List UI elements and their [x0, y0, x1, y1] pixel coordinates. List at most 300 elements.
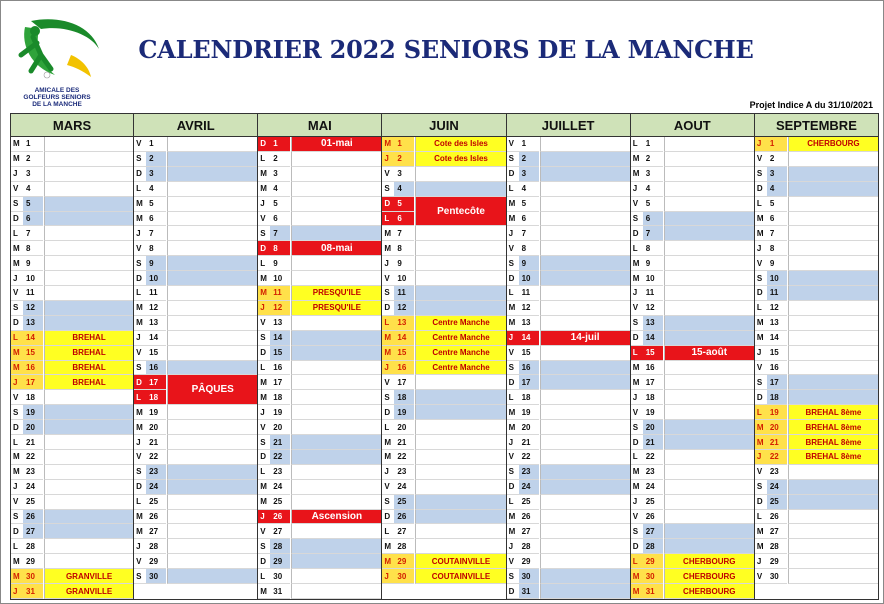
event-label: PRESQU'ILE — [291, 286, 381, 301]
day-event-slot — [167, 137, 257, 152]
day-number: 3 — [643, 167, 663, 182]
weekday-letter: V — [382, 375, 394, 390]
day-number: 30 — [146, 569, 166, 584]
day-event-slot — [167, 226, 257, 241]
day-number: 29 — [23, 554, 43, 569]
day-event-slot — [540, 256, 630, 271]
day-list — [755, 137, 878, 600]
day-event-slot — [415, 539, 505, 554]
day-number: 1 — [23, 137, 43, 152]
weekday-letter: M — [258, 375, 270, 390]
weekday-letter: M — [134, 197, 146, 212]
event-label: BREHAL 8ème — [788, 450, 878, 465]
day-event-slot — [415, 241, 505, 256]
weekday-letter: M — [631, 361, 643, 376]
day-number: 3 — [270, 167, 290, 182]
day-number: 18 — [767, 390, 787, 405]
day-event-slot — [664, 331, 754, 346]
day-event-slot — [167, 241, 257, 256]
day-event-slot — [415, 510, 505, 525]
day-event-slot — [44, 286, 133, 301]
day-event-slot — [44, 316, 133, 331]
day-event-slot — [167, 182, 257, 197]
weekday-letter: S — [382, 182, 394, 197]
day-event-slot — [415, 182, 505, 197]
day-event-slot — [167, 539, 257, 554]
weekday-letter: S — [11, 197, 23, 212]
day-event-slot — [44, 405, 133, 420]
month-column — [382, 113, 506, 600]
day-event-slot — [664, 226, 754, 241]
weekday-letter: S — [631, 316, 643, 331]
day-event-slot — [540, 554, 630, 569]
day-event-slot — [788, 465, 878, 480]
day-event-slot — [167, 435, 257, 450]
day-number: 28 — [519, 539, 539, 554]
day-number: 24 — [519, 480, 539, 495]
day-number: 12 — [23, 301, 43, 316]
weekday-letter: M — [382, 539, 394, 554]
weekday-letter: S — [134, 152, 146, 167]
day-event-slot — [788, 256, 878, 271]
day-event-slot — [291, 331, 381, 346]
day-event-slot — [664, 510, 754, 525]
weekday-letter: M — [382, 226, 394, 241]
day-number: 30 — [23, 569, 43, 584]
day-number: 23 — [23, 465, 43, 480]
day-number: 2 — [23, 152, 43, 167]
weekday-letter: V — [631, 197, 643, 212]
weekday-letter: S — [258, 226, 270, 241]
weekday-letter: M — [258, 495, 270, 510]
weekday-letter: D — [755, 286, 767, 301]
weekday-letter: M — [258, 390, 270, 405]
day-number: 29 — [519, 554, 539, 569]
weekday-letter: M — [382, 554, 394, 569]
day-number: 6 — [270, 212, 290, 227]
weekday-letter: D — [11, 212, 23, 227]
day-number: 29 — [146, 554, 166, 569]
event-label: GRANVILLE — [44, 569, 133, 584]
weekday-letter: L — [134, 286, 146, 301]
day-number: 13 — [643, 316, 663, 331]
day-number: 31 — [23, 584, 43, 599]
day-number: 29 — [643, 554, 663, 569]
day-number: 3 — [23, 167, 43, 182]
weekday-letter: L — [631, 554, 643, 569]
weekday-letter: L — [11, 539, 23, 554]
weekday-letter: S — [258, 331, 270, 346]
day-number: 12 — [270, 301, 290, 316]
day-list — [258, 137, 381, 600]
weekday-letter: S — [755, 167, 767, 182]
day-number: 20 — [23, 420, 43, 435]
day-number: 11 — [394, 286, 414, 301]
day-number: 27 — [519, 524, 539, 539]
day-number: 5 — [146, 197, 166, 212]
weekday-letter: J — [11, 271, 23, 286]
day-event-slot — [664, 316, 754, 331]
day-event-slot — [664, 182, 754, 197]
weekday-letter: M — [631, 256, 643, 271]
day-event-slot — [664, 286, 754, 301]
day-event-slot — [291, 480, 381, 495]
day-number: 13 — [519, 316, 539, 331]
day-number: 17 — [23, 375, 43, 390]
weekday-letter: D — [134, 167, 146, 182]
weekday-letter: M — [134, 301, 146, 316]
day-event-slot — [540, 420, 630, 435]
day-number: 10 — [270, 271, 290, 286]
weekday-letter: L — [631, 241, 643, 256]
weekday-letter: S — [631, 420, 643, 435]
weekday-letter: J — [507, 226, 519, 241]
weekday-letter: J — [755, 137, 767, 152]
weekday-letter: V — [507, 241, 519, 256]
day-number: 22 — [394, 450, 414, 465]
day-number: 8 — [23, 241, 43, 256]
weekday-letter: V — [507, 554, 519, 569]
day-event-slot — [167, 152, 257, 167]
weekday-letter: S — [755, 375, 767, 390]
day-number: 26 — [767, 510, 787, 525]
day-event-slot — [415, 420, 505, 435]
day-number: 17 — [146, 375, 166, 390]
weekday-letter: J — [755, 554, 767, 569]
day-number: 4 — [23, 182, 43, 197]
day-number: 22 — [23, 450, 43, 465]
weekday-letter: V — [134, 554, 146, 569]
day-event-slot — [664, 420, 754, 435]
day-number: 22 — [643, 450, 663, 465]
day-number: 3 — [767, 167, 787, 182]
weekday-letter: D — [382, 405, 394, 420]
weekday-letter: S — [507, 465, 519, 480]
weekday-letter: M — [631, 375, 643, 390]
day-number: 21 — [23, 435, 43, 450]
day-number: 4 — [643, 182, 663, 197]
weekday-letter: J — [631, 495, 643, 510]
day-number: 25 — [519, 495, 539, 510]
day-number: 19 — [643, 405, 663, 420]
weekday-letter: S — [755, 480, 767, 495]
day-event-slot — [44, 152, 133, 167]
weekday-letter: J — [258, 510, 270, 525]
weekday-letter: J — [507, 539, 519, 554]
day-event-slot — [540, 539, 630, 554]
day-number: 6 — [23, 212, 43, 227]
day-event-slot — [415, 271, 505, 286]
weekday-letter: M — [631, 480, 643, 495]
day-number: 28 — [643, 539, 663, 554]
weekday-letter: L — [258, 361, 270, 376]
day-event-slot — [167, 346, 257, 361]
event-label: CHERBOURG — [664, 584, 754, 599]
day-event-slot — [415, 435, 505, 450]
weekday-letter: M — [258, 584, 270, 599]
day-number: 8 — [394, 241, 414, 256]
day-event-slot — [540, 361, 630, 376]
day-number: 17 — [767, 375, 787, 390]
event-label: 08-mai — [291, 241, 381, 256]
day-event-slot — [540, 226, 630, 241]
event-label: CHERBOURG — [788, 137, 878, 152]
day-event-slot — [415, 375, 505, 390]
day-event-slot — [540, 197, 630, 212]
day-event-slot — [540, 241, 630, 256]
day-number: 14 — [23, 331, 43, 346]
day-event-slot — [788, 331, 878, 346]
day-event-slot — [167, 286, 257, 301]
day-number: 28 — [767, 539, 787, 554]
weekday-letter: D — [134, 375, 146, 390]
day-event-slot — [167, 316, 257, 331]
weekday-letter: L — [11, 435, 23, 450]
day-event-slot — [788, 480, 878, 495]
weekday-letter: V — [507, 450, 519, 465]
day-event-slot — [788, 390, 878, 405]
day-event-slot — [291, 420, 381, 435]
day-number: 14 — [767, 331, 787, 346]
weekday-letter: D — [11, 316, 23, 331]
day-event-slot — [664, 539, 754, 554]
day-number: 11 — [767, 286, 787, 301]
day-number: 23 — [767, 465, 787, 480]
month-column — [507, 113, 631, 600]
weekday-letter: V — [11, 495, 23, 510]
weekday-letter: J — [631, 286, 643, 301]
month-column — [258, 113, 382, 600]
day-event-slot — [788, 182, 878, 197]
day-event-slot — [415, 167, 505, 182]
day-event-slot — [664, 271, 754, 286]
weekday-letter: M — [631, 167, 643, 182]
day-event-slot — [664, 167, 754, 182]
day-event-slot — [44, 182, 133, 197]
day-event-slot — [788, 241, 878, 256]
weekday-letter: M — [11, 465, 23, 480]
day-event-slot — [664, 495, 754, 510]
month-header: JUILLET — [507, 113, 630, 137]
day-number: 8 — [767, 241, 787, 256]
day-event-slot — [291, 375, 381, 390]
weekday-letter: L — [755, 510, 767, 525]
day-event-slot — [788, 510, 878, 525]
day-event-slot — [540, 182, 630, 197]
day-number: 28 — [394, 539, 414, 554]
weekday-letter: S — [507, 361, 519, 376]
day-event-slot — [291, 405, 381, 420]
weekday-letter: S — [11, 405, 23, 420]
day-event-slot — [415, 495, 505, 510]
day-number: 20 — [146, 420, 166, 435]
day-event-slot — [788, 301, 878, 316]
day-event-slot — [291, 450, 381, 465]
weekday-letter: M — [507, 405, 519, 420]
day-event-slot — [540, 510, 630, 525]
weekday-letter: V — [258, 212, 270, 227]
day-event-slot — [291, 197, 381, 212]
weekday-letter: V — [755, 256, 767, 271]
weekday-letter: S — [258, 435, 270, 450]
weekday-letter: V — [631, 405, 643, 420]
month-column — [134, 113, 258, 600]
weekday-letter: M — [755, 420, 767, 435]
day-event-slot — [540, 316, 630, 331]
day-event-slot — [167, 197, 257, 212]
day-number: 18 — [643, 390, 663, 405]
day-event-slot — [664, 450, 754, 465]
weekday-letter: L — [631, 137, 643, 152]
month-header: JUIN — [382, 113, 505, 137]
day-event-slot — [44, 539, 133, 554]
day-number: 10 — [519, 271, 539, 286]
day-number: 2 — [519, 152, 539, 167]
weekday-letter: M — [134, 316, 146, 331]
weekday-letter: V — [134, 241, 146, 256]
day-event-slot — [540, 569, 630, 584]
weekday-letter: J — [631, 182, 643, 197]
day-event-slot — [540, 390, 630, 405]
day-event-slot — [788, 316, 878, 331]
weekday-letter: S — [382, 390, 394, 405]
day-event-slot — [664, 465, 754, 480]
weekday-letter: L — [258, 256, 270, 271]
day-number: 11 — [23, 286, 43, 301]
event-label: Pentecôte — [415, 197, 505, 227]
weekday-letter: S — [631, 524, 643, 539]
event-label: COUTAINVILLE — [415, 554, 505, 569]
day-number: 17 — [394, 375, 414, 390]
weekday-letter: V — [134, 450, 146, 465]
day-event-slot — [44, 435, 133, 450]
day-number: 24 — [767, 480, 787, 495]
day-number: 4 — [394, 182, 414, 197]
weekday-letter: J — [755, 241, 767, 256]
weekday-letter: V — [258, 420, 270, 435]
day-number: 10 — [146, 271, 166, 286]
weekday-letter: M — [631, 584, 643, 599]
weekday-letter: S — [134, 361, 146, 376]
day-event-slot — [788, 286, 878, 301]
day-number: 21 — [519, 435, 539, 450]
day-number: 24 — [270, 480, 290, 495]
weekday-letter: J — [134, 435, 146, 450]
weekday-letter: J — [11, 167, 23, 182]
day-number: 21 — [767, 435, 787, 450]
event-label: GRANVILLE — [44, 584, 133, 599]
day-event-slot — [44, 524, 133, 539]
day-event-slot — [788, 226, 878, 241]
weekday-letter: M — [755, 539, 767, 554]
month-header: SEPTEMBRE — [755, 113, 878, 137]
weekday-letter: M — [11, 241, 23, 256]
month-header: AOUT — [631, 113, 754, 137]
day-number: 2 — [146, 152, 166, 167]
day-number: 25 — [767, 495, 787, 510]
weekday-letter: S — [382, 495, 394, 510]
day-event-slot — [788, 375, 878, 390]
day-number: 1 — [394, 137, 414, 152]
project-index-label: Projet Indice A du 31/10/2021 — [749, 100, 873, 110]
day-event-slot — [44, 212, 133, 227]
day-event-slot — [664, 480, 754, 495]
weekday-letter: J — [382, 256, 394, 271]
day-event-slot — [291, 390, 381, 405]
weekday-letter: D — [507, 480, 519, 495]
day-event-slot — [540, 465, 630, 480]
weekday-letter: L — [631, 346, 643, 361]
day-event-slot — [167, 331, 257, 346]
weekday-letter: D — [631, 435, 643, 450]
day-event-slot — [44, 226, 133, 241]
day-number: 18 — [23, 390, 43, 405]
day-event-slot — [540, 301, 630, 316]
day-number: 13 — [270, 316, 290, 331]
day-event-slot — [291, 316, 381, 331]
weekday-letter: D — [382, 197, 394, 212]
weekday-letter: S — [507, 256, 519, 271]
day-number: 4 — [519, 182, 539, 197]
day-event-slot — [44, 241, 133, 256]
event-label: Ascension — [291, 510, 381, 525]
weekday-letter: M — [507, 524, 519, 539]
day-event-slot — [664, 435, 754, 450]
weekday-letter: J — [382, 361, 394, 376]
day-event-slot — [540, 524, 630, 539]
day-event-slot — [167, 301, 257, 316]
day-number: 9 — [23, 256, 43, 271]
weekday-letter: V — [11, 286, 23, 301]
day-number: 9 — [270, 256, 290, 271]
day-number: 29 — [767, 554, 787, 569]
weekday-letter: V — [755, 569, 767, 584]
weekday-letter: V — [755, 361, 767, 376]
day-number: 3 — [519, 167, 539, 182]
day-event-slot — [291, 182, 381, 197]
weekday-letter: V — [507, 346, 519, 361]
day-number: 12 — [394, 301, 414, 316]
day-event-slot — [664, 197, 754, 212]
weekday-letter: V — [134, 137, 146, 152]
day-event-slot — [664, 256, 754, 271]
weekday-letter: V — [11, 182, 23, 197]
day-number: 14 — [519, 331, 539, 346]
day-event-slot — [44, 271, 133, 286]
day-number: 20 — [394, 420, 414, 435]
day-number: 20 — [767, 420, 787, 435]
day-number: 29 — [270, 554, 290, 569]
event-label: Centre Manche — [415, 316, 505, 331]
weekday-letter: M — [755, 226, 767, 241]
event-label: CHERBOURG — [664, 554, 754, 569]
weekday-letter: D — [755, 390, 767, 405]
weekday-letter: M — [631, 271, 643, 286]
weekday-letter: M — [134, 212, 146, 227]
day-number: 8 — [270, 241, 290, 256]
day-number: 27 — [23, 524, 43, 539]
event-label: CHERBOURG — [664, 569, 754, 584]
day-number: 5 — [23, 197, 43, 212]
weekday-letter: L — [11, 226, 23, 241]
day-number: 18 — [394, 390, 414, 405]
day-number: 15 — [519, 346, 539, 361]
weekday-letter: L — [507, 182, 519, 197]
weekday-letter: M — [11, 569, 23, 584]
day-event-slot — [415, 301, 505, 316]
day-number: 6 — [394, 212, 414, 227]
day-event-slot — [167, 450, 257, 465]
